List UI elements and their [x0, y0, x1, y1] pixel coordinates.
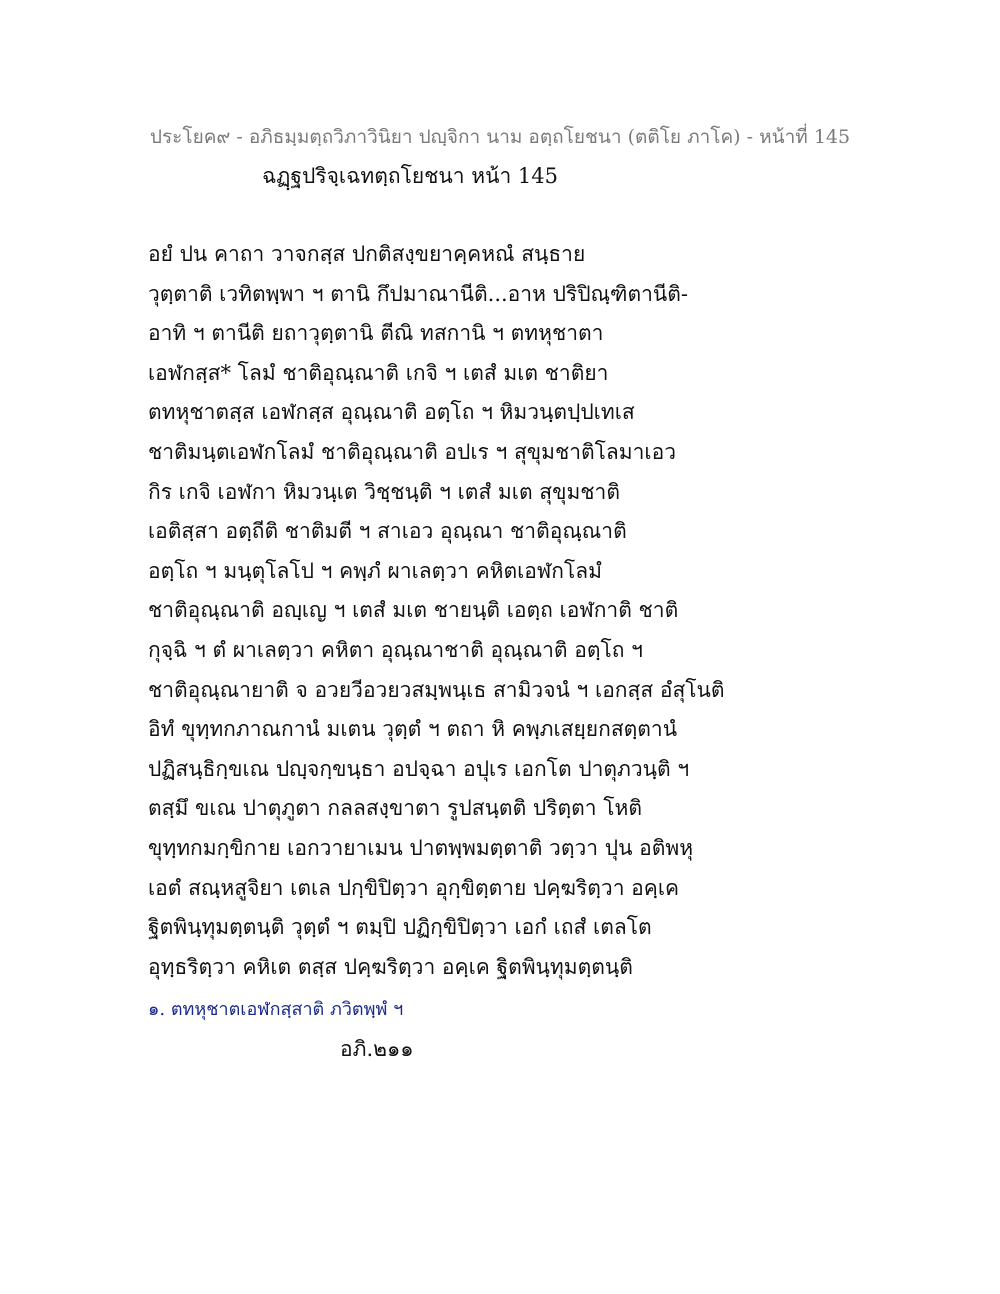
body-text: [148, 239, 725, 991]
text-line: ชาติมนฺตเอฬกโลมํ ชาติอุณฺณาติ อปเร ฯ สุขุมชาติโลมาเอว: [148, 439, 677, 464]
text-line: ตทหุชาตสฺส เอฬกสฺส อุณฺณาติ อตฺโถ ฯ หิมวนฺตปฺปเทเส: [148, 400, 635, 425]
page-reference: อภิ.๒๑๑: [340, 1037, 414, 1061]
running-header: ประโยค๙ - อภิธมฺมตฺถวิภาวินิยา ปญฺจิกา นาม อตฺถโยชนา (ตติโย ภาโค) - หน้าที่ 145: [149, 126, 851, 148]
text-line: อตฺโถ ฯ มนฺตุโลโป ฯ คพฺภํ ผาเลตฺวา คหิตเอฬกโลมํ: [148, 558, 602, 583]
text-line: ตสฺมึ ขเณ ปาตุภูตา กลลสงฺขาตา รูปสนฺตติ ปริตฺตา โหติ: [148, 796, 642, 821]
text-line: ฐิตพินฺทุมตฺตนฺติ วุตฺตํ ฯ ตมฺปิ ปฏิกฺขิปิตฺวา เอกํ เถสํ เตลโต: [148, 915, 652, 940]
page-title: ฉฏฺฐปริจฺเฉทตฺถโยชนา หน้า 145: [262, 164, 558, 188]
text-line: กิร เกจิ เอฬกา หิมวนฺเต วิชฺชนฺติ ฯ เตสํ มเต สุขุมชาติ: [148, 479, 620, 504]
text-line: เอฬกสฺส* โลมํ ชาติอุณฺณาติ เกจิ ฯ เตสํ มเต ชาติยา: [148, 360, 609, 385]
text-line: อุทฺธริตฺวา คหิเต ตสฺส ปคฺฆริตฺวา อคฺเค ฐิตพินฺทุมตฺตนฺติ: [148, 954, 633, 979]
text-line: เอติสฺสา อตฺถีติ ชาติมตี ฯ สาเอว อุณฺณา ชาติอุณฺณาติ: [148, 519, 627, 544]
text-line: อิทํ ขุทฺทกภาณกานํ มเตน วุตฺตํ ฯ ตถา หิ คพฺภเสยฺยกสตฺตานํ: [148, 717, 678, 742]
text-line: ชาติอุณฺณายาติ จ อวยวีอวยวสมฺพนฺเธ สามิวจนํ ฯ เอกสฺส อํสุโนติ: [148, 677, 725, 702]
text-line: กุจฺฉิ ฯ ตํ ผาเลตฺวา คหิตา อุณฺณาชาติ อุณฺณาติ อตฺโถ ฯ: [148, 637, 643, 662]
footnote: ๑. ตทหุชาตเอฬกสฺสาติ ภวิตพฺพํ ฯ: [148, 999, 404, 1020]
text-line: อยํ ปน คาถา วาจกสฺส ปกติสงฺขยาคฺคหณํ สนฺธาย: [148, 242, 586, 266]
text-line: วุตฺตาติ เวทิตพฺพา ฯ ตานิ กึปมาณานีติ...อาห ปริปิณฺฑิตานีติ-: [148, 281, 688, 306]
text-line: เอตํ สณฺหสูจิยา เตเล ปกฺขิปิตฺวา อุกฺขิตฺตาย ปคฺฆริตฺวา อคฺเค: [148, 875, 680, 900]
text-line: ปฏิสนฺธิกฺขเณ ปญฺจกฺขนฺธา อปจฺฉา อปุเร เอกโต ปาตุภวนฺติ ฯ: [148, 756, 690, 781]
text-line: อาทิ ฯ ตานีติ ยถาวุตฺตานิ ตีณิ ทสกานิ ฯ ตทหุชาตา: [148, 321, 604, 346]
text-line: ขุทฺทกมกฺขิกาย เอกวายาเมน ปาตพฺพมตฺตาติ วตฺวา ปุน อติพหุ: [148, 835, 694, 860]
text-line: ชาติอุณฺณาติ อญฺเญ ฯ เตสํ มเต ชายนฺติ เอตฺถ เอฬกาติ ชาติ: [148, 598, 679, 623]
